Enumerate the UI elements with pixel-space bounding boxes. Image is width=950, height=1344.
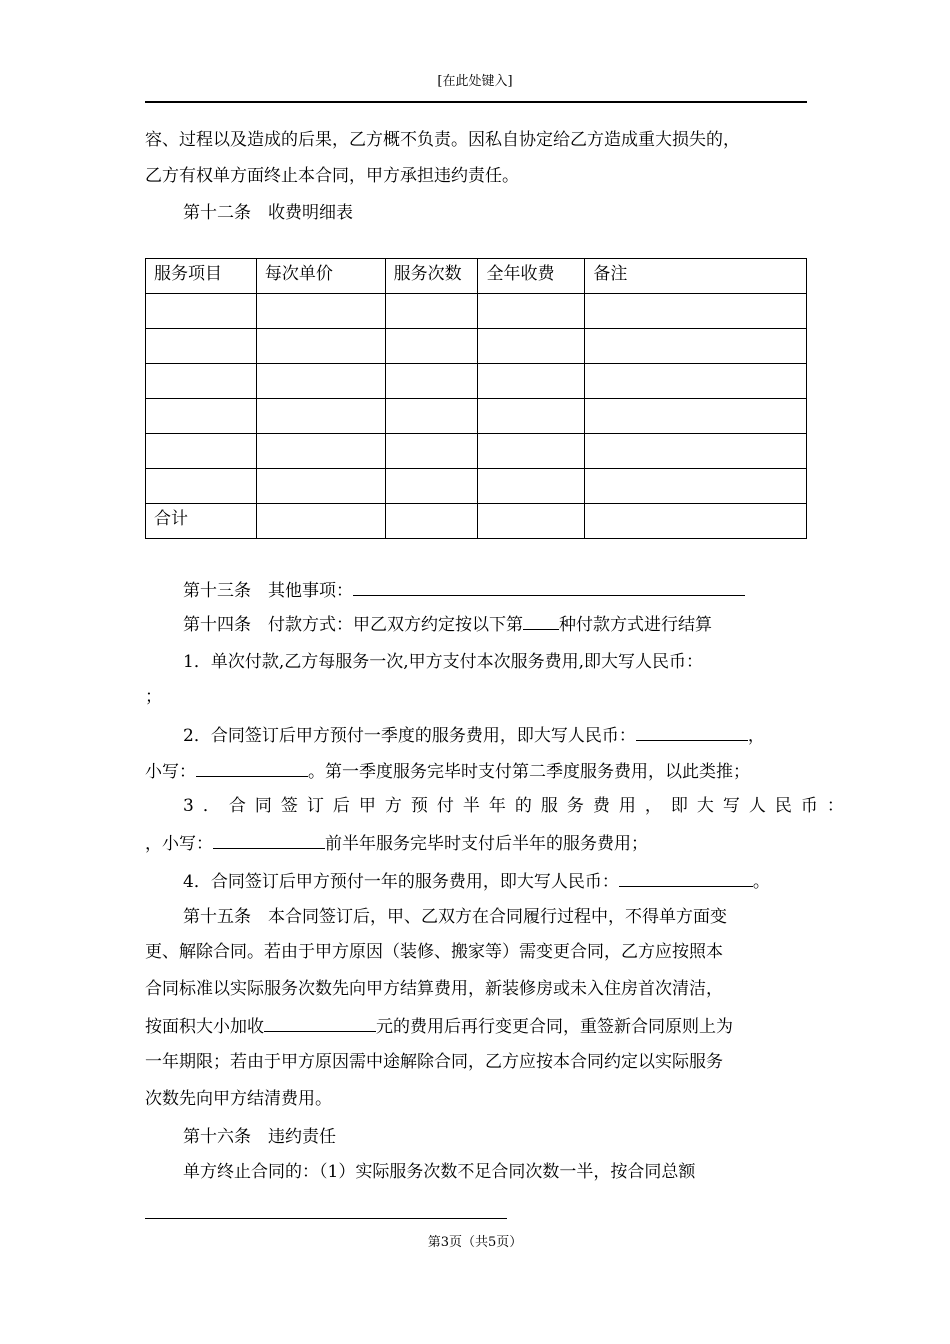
table-cell [585,364,807,399]
item-2-small-blank[interactable] [196,758,308,777]
item-4-text: 4．合同签订后甲方预付一年的服务费用，即大写人民币： [183,872,619,892]
item-2-amount-blank[interactable] [636,722,748,741]
item-4-amount-blank[interactable] [619,868,753,887]
table-cell [385,294,478,329]
item-4-line [183,868,770,894]
col-header: 服务项目 [146,259,257,294]
table-cell [478,434,585,469]
article-14-text: 第十四条 付款方式：甲乙双方约定按以下第 [183,615,523,635]
table-cell [146,294,257,329]
table-total-row [146,504,807,539]
table-cell [478,504,585,539]
table-cell [256,504,385,539]
table-cell [146,469,257,504]
table-cell [385,329,478,364]
table-cell [385,504,478,539]
article-14-text-end: 种付款方式进行结算 [559,615,712,635]
item-3-small-label: ，小写： [145,834,213,854]
table-cell [585,469,807,504]
fee-table [145,258,807,539]
article-12-heading: 第十二条 收费明细表 [183,203,353,223]
article-16-line: 单方终止合同的：（1）实际服务次数不足合同次数一半，按合同总额 [183,1162,696,1182]
article-15-line: 一年期限；若由于甲方原因需中途解除合同，乙方应按本合同约定以实际服务 [145,1052,723,1072]
article-15-line: 合同标准以实际服务次数先向甲方结算费用，新装修房或未入住房首次清洁， [145,979,723,999]
item-2-text: 2．合同签订后甲方预付一季度的服务费用，即大写人民币： [183,726,636,746]
table-cell [478,329,585,364]
item-2-text-end: 。第一季度服务完毕时支付第二季度服务费用，以此类推； [308,762,750,782]
item-3-line: 3．合同签订后甲方预付半年的服务费用，即大写人民币： [183,796,853,816]
paragraph-line: 乙方有权单方面终止本合同，甲方承担违约责任。 [145,166,519,186]
table-cell [385,434,478,469]
table-cell [585,294,807,329]
item-2-line [183,722,765,748]
table-row [146,399,807,434]
table-cell [585,434,807,469]
table-cell [478,399,585,434]
table-cell [256,364,385,399]
table-cell [585,504,807,539]
table-cell [256,469,385,504]
table-cell [256,434,385,469]
table-cell [256,329,385,364]
table-header-row [146,259,807,294]
surcharge-blank[interactable] [264,1013,376,1032]
total-label: 合计 [146,504,257,539]
item-1-line: 1．单次付款,乙方每服务一次,甲方支付本次服务费用,即大写人民币： [183,652,704,672]
page-header: [在此处键入] [437,74,513,89]
item-3-small-blank[interactable] [213,830,325,849]
article-15-line: 次数先向甲方结清费用。 [145,1089,332,1109]
table-cell [146,329,257,364]
article-13-label: 第十三条 其他事项： [183,581,353,601]
article-14-line [183,611,712,637]
header-rule [145,101,807,103]
col-header: 每次单价 [256,259,385,294]
col-header: 备注 [585,259,807,294]
footer-rule [145,1218,507,1219]
article-15-line: 更、解除合同。若由于甲方原因（装修、搬家等）需变更合同，乙方应按照本 [145,942,723,962]
payment-option-blank[interactable] [523,611,559,630]
table-row [146,434,807,469]
item-2-line-b [145,758,750,784]
table-cell [256,399,385,434]
table-cell [478,294,585,329]
table-cell [146,399,257,434]
item-2-comma: ， [747,726,765,746]
table-row [146,329,807,364]
article-15-line: 第十五条 本合同签订后，甲、乙双方在合同履行过程中，不得单方面变 [183,907,727,927]
table-row [146,469,807,504]
item-3-text-end: 前半年服务完毕时支付后半年的服务费用； [325,834,648,854]
other-matters-blank[interactable] [353,577,745,596]
table-cell [585,399,807,434]
col-header: 全年收费 [478,259,585,294]
table-cell [146,434,257,469]
article-15-text: 按面积大小加收 [145,1017,264,1037]
item-4-period: 。 [752,872,770,892]
item-2-small-label: 小写： [145,762,196,782]
table-cell [385,469,478,504]
table-row [146,294,807,329]
table-row [146,364,807,399]
article-16-heading: 第十六条 违约责任 [183,1127,336,1147]
item-1-end: ； [145,687,162,707]
table-cell [256,294,385,329]
article-13-line [183,577,745,603]
table-cell [478,469,585,504]
table-cell [478,364,585,399]
article-15-line [145,1013,733,1039]
paragraph-line: 容、过程以及造成的后果，乙方概不负责。因私自协定给乙方造成重大损失的， [145,130,740,150]
table-cell [146,364,257,399]
table-cell [385,364,478,399]
col-header: 服务次数 [385,259,478,294]
article-15-text-end: 元的费用后再行变更合同，重签新合同原则上为 [376,1017,733,1037]
item-3-line-b [145,830,648,856]
page-footer: 第3页（共5页） [427,1235,523,1250]
table-cell [585,329,807,364]
table-cell [385,399,478,434]
